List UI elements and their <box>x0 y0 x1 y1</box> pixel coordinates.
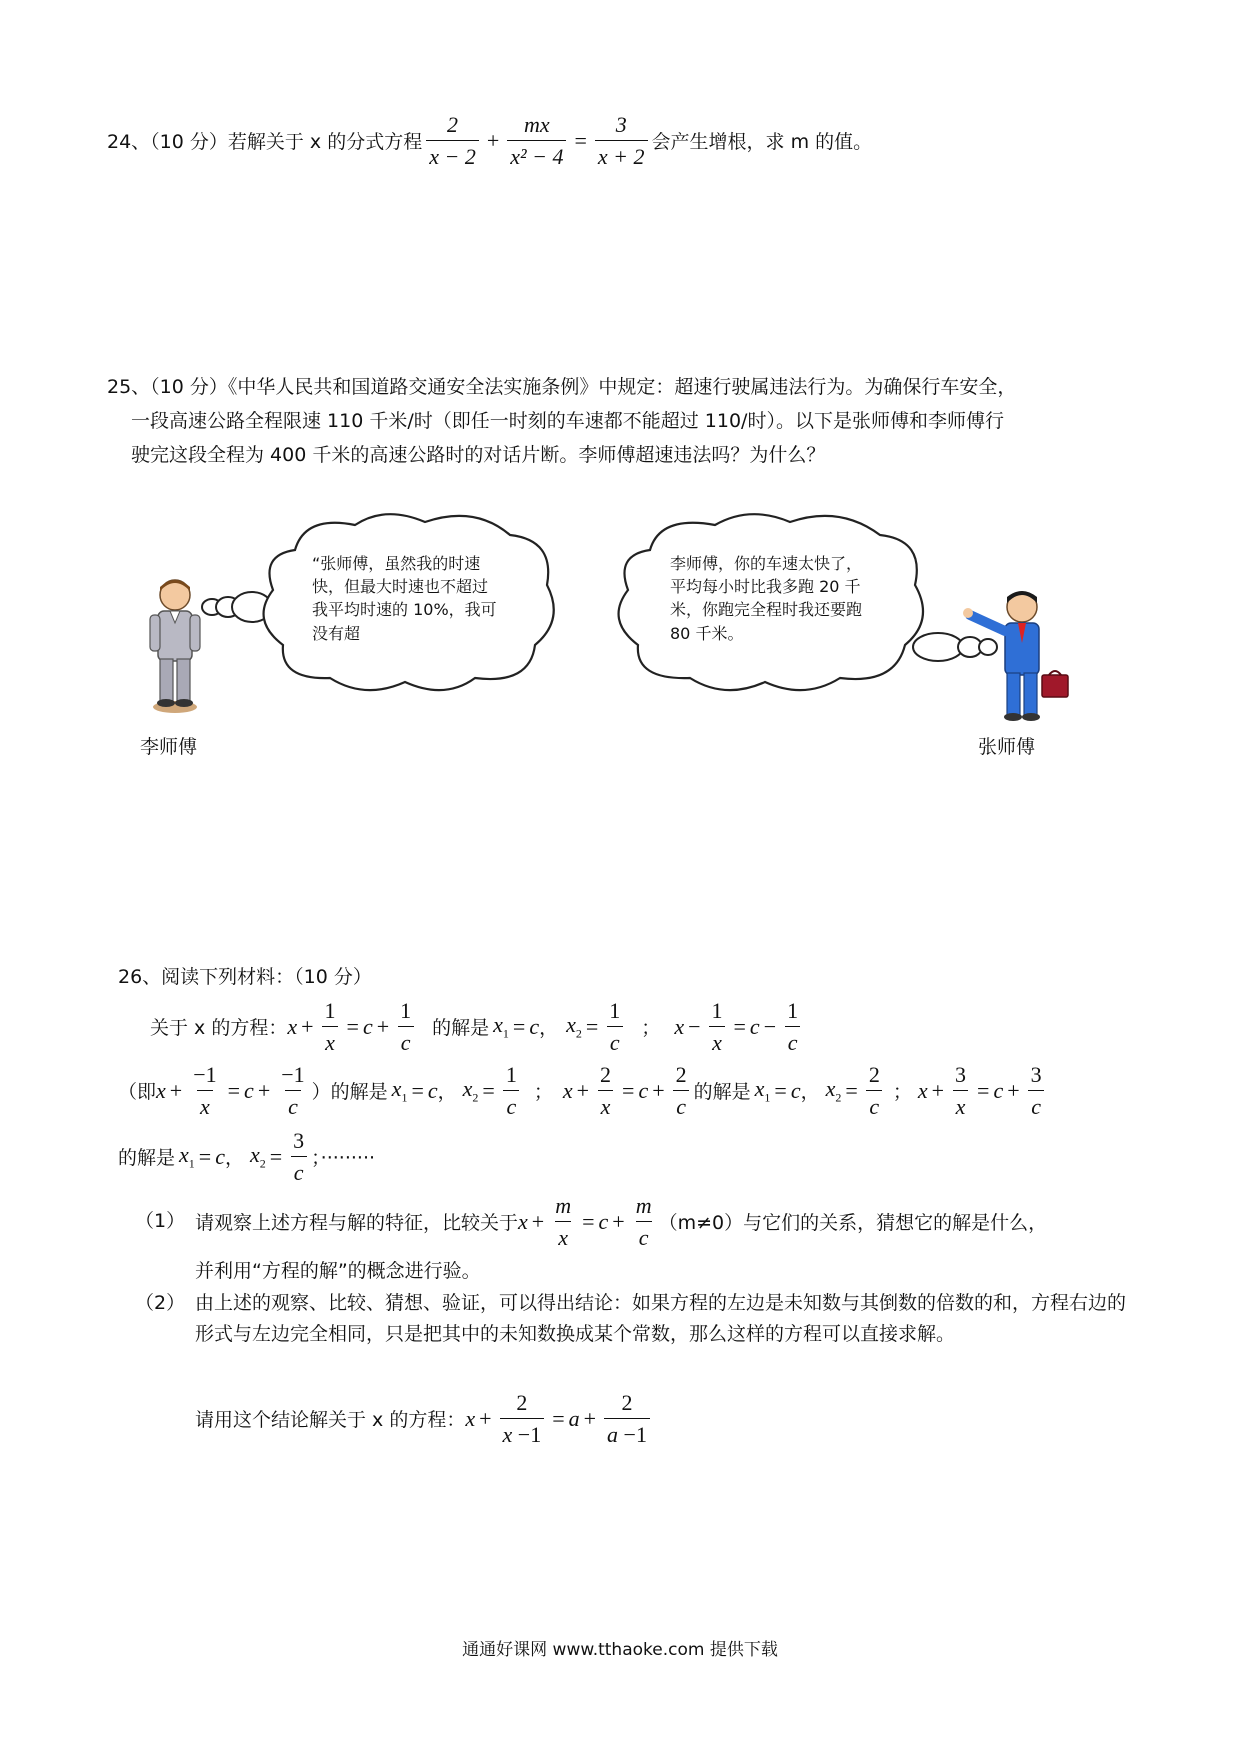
q26-p2-text: 由上述的观察、比较、猜想、验证，可以得出结论：如果方程的左边是未知数与其倒数的倍数的和，方程右边的形式与左边完全相同，只是把其中的未知数换成某个常数，那么这样的方程可以直接求解。 <box>195 1292 1127 1346</box>
q26-p1-line: 请观察上述方程与解的特征，比较关于 x + $\frac{m}{x}$ = c + $\frac{m}{c}$ （m≠0）与它们的关系，猜想它的解是什么， <box>195 1193 1048 1251</box>
label-zhang-shifu: 张师傅 <box>978 736 1036 758</box>
q24-f1-num: 2 <box>447 112 459 137</box>
q24-fraction-2 <box>507 112 566 170</box>
question-25 <box>107 378 1117 465</box>
q26-p2-equation: 请用这个结论解关于 x 的方程： x + $\frac{2}{x -1}$ = a + $\frac{2}{a -1}$ <box>195 1390 654 1448</box>
q24-equals: = <box>574 127 587 153</box>
q24-prefix: 24、（10 分）若解关于 x 的分式方程 <box>107 131 423 154</box>
q26-l2-mid: 的解是 <box>693 1081 751 1104</box>
q25-line-1: 25、（10 分）《中华人民共和国道路交通安全法实施条例》中规定：超速行驶属违法行为。为确保行车安全， <box>107 376 1017 398</box>
q26-l3-prefix: 的解是 <box>118 1147 176 1170</box>
q26-line-3: 的解是 $x_1$ = c ， $x_2$ = $\frac{3}{c}$ ；········· <box>118 1128 376 1186</box>
q26-p1-a: 请观察上述方程与解的特征，比较关于 <box>195 1212 519 1235</box>
q24-f3-num: 3 <box>615 112 627 137</box>
q25-line-2: 一段高速公路全程限速 110 千米/时（即任一时刻的车速都不能超过 110/时）。以下是张师傅和李师傅行 <box>131 410 1004 432</box>
q26-line-2: （即 x + $\frac{-1}{x}$ = c + $\frac{-1}{c}$ ）的解是 $x_1$ = c ， $x_2$ = $\frac{1}{c}$ ； x + $\frac{2}{x}$ = c + $\frac{2}{c}$ 的解是 $x_1$ = c ， $x_2$ = $\frac{2}{c}$ ； x + $\frac{3}{x}$ = c + $\frac{3}{c}$ <box>118 1062 1049 1120</box>
q26-l1-prefix: 关于 x 的方程： <box>150 1017 288 1040</box>
q26-p1-b: （m≠0）与它们的关系，猜想它的解是什么， <box>658 1212 1048 1235</box>
bubble-right-text: 李师傅，你的车速太快了，平均每小时比我多跑 20 千米，你跑完全程时我还要跑 80 千米。 <box>670 554 863 643</box>
q24-fraction-3 <box>595 112 648 170</box>
q26-semicolon: ； <box>641 1017 661 1040</box>
q26-p2-ask: 请用这个结论解关于 x 的方程： <box>195 1409 466 1432</box>
q26-p1-c: 并利用“方程的解”的概念进行验。 <box>195 1260 481 1282</box>
q24-plus: + <box>486 127 500 153</box>
q26-l2-close: ）的解是 <box>311 1081 388 1104</box>
label-li-shifu: 李师傅 <box>140 736 198 758</box>
q26-comma: ， <box>539 1017 559 1040</box>
question-24 <box>107 112 872 170</box>
q24-fraction-1 <box>426 112 479 170</box>
q26-p2-num: （2） <box>135 1292 186 1314</box>
q24-f2-num: mx <box>524 112 550 137</box>
q26-line-1: 关于 x 的方程： x + $\frac{1}{x}$ = c + $\frac{1}{c}$ 的解是 $x_1$ = c ， $x_2$ = $\frac{1}{c}$ ； x − $\frac{1}{x}$ = c − $\frac{1}{c}$ <box>150 998 805 1056</box>
q24-f2-den: x² − 4 <box>507 140 566 169</box>
q26-l2-open: （即 <box>118 1081 157 1104</box>
q26-l1-mid: 的解是 <box>432 1017 490 1040</box>
q24-f1-den: x − 2 <box>426 140 479 169</box>
teacher-zhang-figure <box>960 585 1075 725</box>
bubble-left-text: “张师傅，虽然我的时速快，但最大时速也不超过我平均时速的 10%，我可没有超 <box>312 554 497 643</box>
q26-ellipsis: ；········· <box>311 1147 376 1170</box>
q24-suffix: 会产生增根，求 m 的值。 <box>651 131 873 154</box>
q25-line-3: 驶完这段全程为 400 千米的高速公路时的对话片断。李师傅超速违法吗？为什么？ <box>131 444 826 466</box>
q26-title: 26、阅读下列材料：（10 分） <box>118 966 372 988</box>
q26-p1-num: （1） <box>135 1210 186 1232</box>
q24-f3-den: x + 2 <box>595 140 648 169</box>
footer: 通通好课网 www.tthaoke.com 提供下载 <box>462 1640 778 1660</box>
